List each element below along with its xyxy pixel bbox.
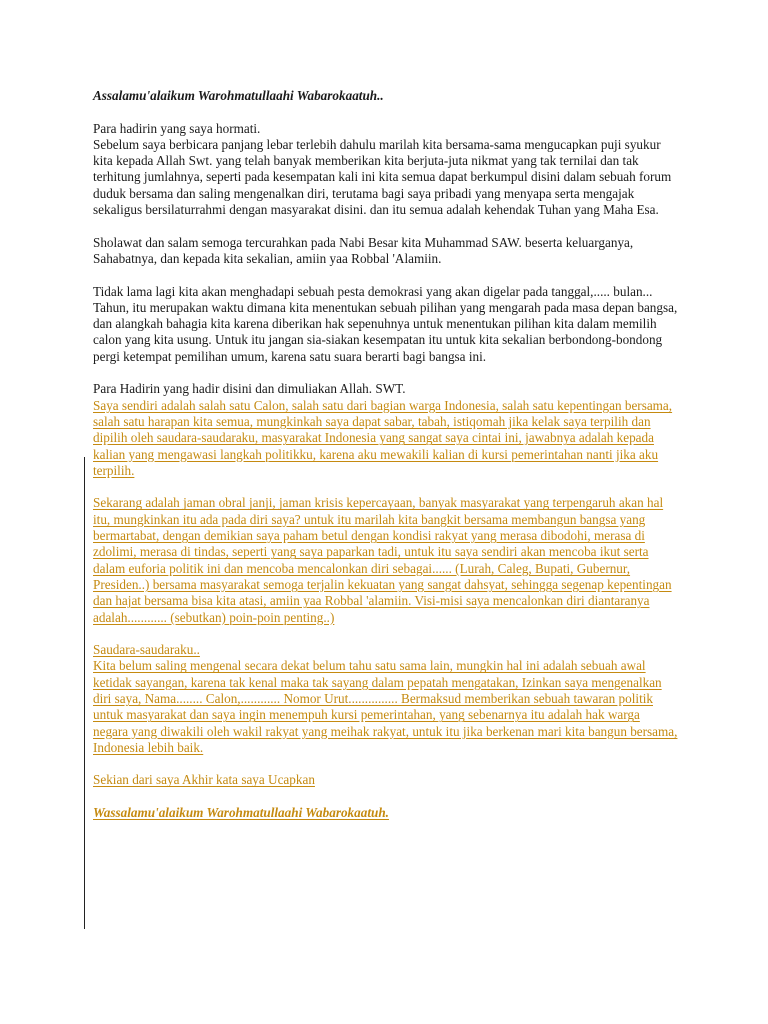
paragraph-sholawat: Sholawat dan salam semoga tercurahkan pada Nabi Besar kita Muhammad SAW. beserta keluarganya, Sahabatnya, dan kepada kita sekalian, amiin yaa Robbal 'Alamiin.	[93, 234, 634, 266]
audience-salutation: Para hadirin yang saya hormati.	[93, 120, 261, 136]
paragraph-introduction: Kita belum saling mengenal secara dekat belum tahu satu sama lain, mungkin hal ini adalah sebuah awal ketidak sayangan, karena tak kenal maka tak sayang dalam pepatah mengatakan, Izinkan saya mengenalkan diri saya, Nama........ Calon,............ Nomor Urut............... Bermaksud memberikan sebuah tawaran politik untuk masyarakat dan saya ingin menempuh kursi pemerintahan, yang sebenarnya itu adalah hak warga negara yang diwakili oleh wakil rakyat yang meihak rakyat, untuk itu jika berkenan mari kita bangun bersama, Indonesia lebih baik.	[93, 658, 678, 755]
paragraph-democracy: Tidak lama lagi kita akan menghadapi sebuah pesta demokrasi yang akan digelar pada tanggal,..... bulan... Tahun, itu merupakan waktu dimana kita menentukan sebuah pilihan yang mengarah pada masa depan bangsa, dan alangkah bahagia kita karena diberikan hak sepenuhnya untuk menentukan pilihan kita dalam memilih calon yang kita usung. Untuk itu jangan sia-siakan kesempatan itu untuk kita sekalian berbondong-bondong pergi ketempat pemilihan umum, karena satu suara berarti bagi bangsa ini.	[93, 283, 678, 364]
opening-greeting: Assalamu'alaikum Warohmatullaahi Wabarokaatuh..	[93, 88, 384, 103]
tracked-changes-block	[93, 398, 678, 822]
change-bar	[84, 457, 85, 929]
audience-salutation-2: Para Hadirin yang hadir disini dan dimuliakan Allah. SWT.	[93, 381, 406, 397]
paragraph-gratitude: Sebelum saya berbicara panjang lebar terlebih dahulu marilah kita bersama-sama mengucapkan puji syukur kita kepada Allah Swt. yang telah banyak memberikan kita berjuta-juta nikmat yang tak ternilai dan tak terhitung jumlahnya, seperti pada kesempatan kali ini kita semua dapat berkumpul disini dalam sebuah forum duduk bersama dan saling mengenalkan diri, terutama bagi saya pribadi yang menyapa serta mengajak sekaligus bersilaturrahmi dengan masyarakat disini. dan itu semua adalah kehendak Tuhan yang Maha Esa.	[93, 136, 672, 218]
paragraph-promises: Sekarang adalah jaman obral janji, jaman krisis kepercayaan, banyak masyarakat yang terpengaruh akan hal itu, mungkinkan itu ada pada diri saya? untuk itu marilah kita bangkit bersama membangun bangsa yang bermartabat, dengan demikian saya paham betul dengan kondisi rakyat yang merasa dibodohi, merasa di zdolimi, merasa di tindas, seperti yang saya paparkan tadi, untuk itu saya sendiri akan mencoba ikut serta dalam euforia politik ini dan mencoba mencalonkan diri sebagai...... (Lurah, Caleg, Bupati, Gubernur, Presiden..) bersama masyarakat semoga terjalin kekuatan yang sangat dahsyat, sehingga segenap kepentingan dan hajat bersama bisa kita atasi, amiin yaa Robbal 'alamiin. Visi-misi saya mencalonkan diri diantaranya adalah............ (sebutkan) poin-poin penting..)	[93, 495, 672, 625]
salutation-saudara: Saudara-saudaraku..	[93, 642, 200, 658]
paragraph-candidate: Saya sendiri adalah salah satu Calon, salah satu dari bagian warga Indonesia, salah satu kepentingan bersama, salah satu harapan kita semua, mungkinkah saya dapat sabar, tabah, istiqomah jika kelak saya terpilih dan dipilih oleh saudara-saudaraku, masyarakat Indonesia yang sangat saya cintai ini, jawabnya adalah kepada kalian yang mengawasi langkah politikku, karena aku mewakili kalian di kursi pemerintahan nanti jika aku terpilih.	[93, 397, 673, 478]
closing-greeting: Wassalamu'alaikum Warohmatullaahi Wabarokaatuh.	[93, 805, 389, 821]
paragraph-closing-words: Sekian dari saya Akhir kata saya Ucapkan	[93, 772, 315, 788]
